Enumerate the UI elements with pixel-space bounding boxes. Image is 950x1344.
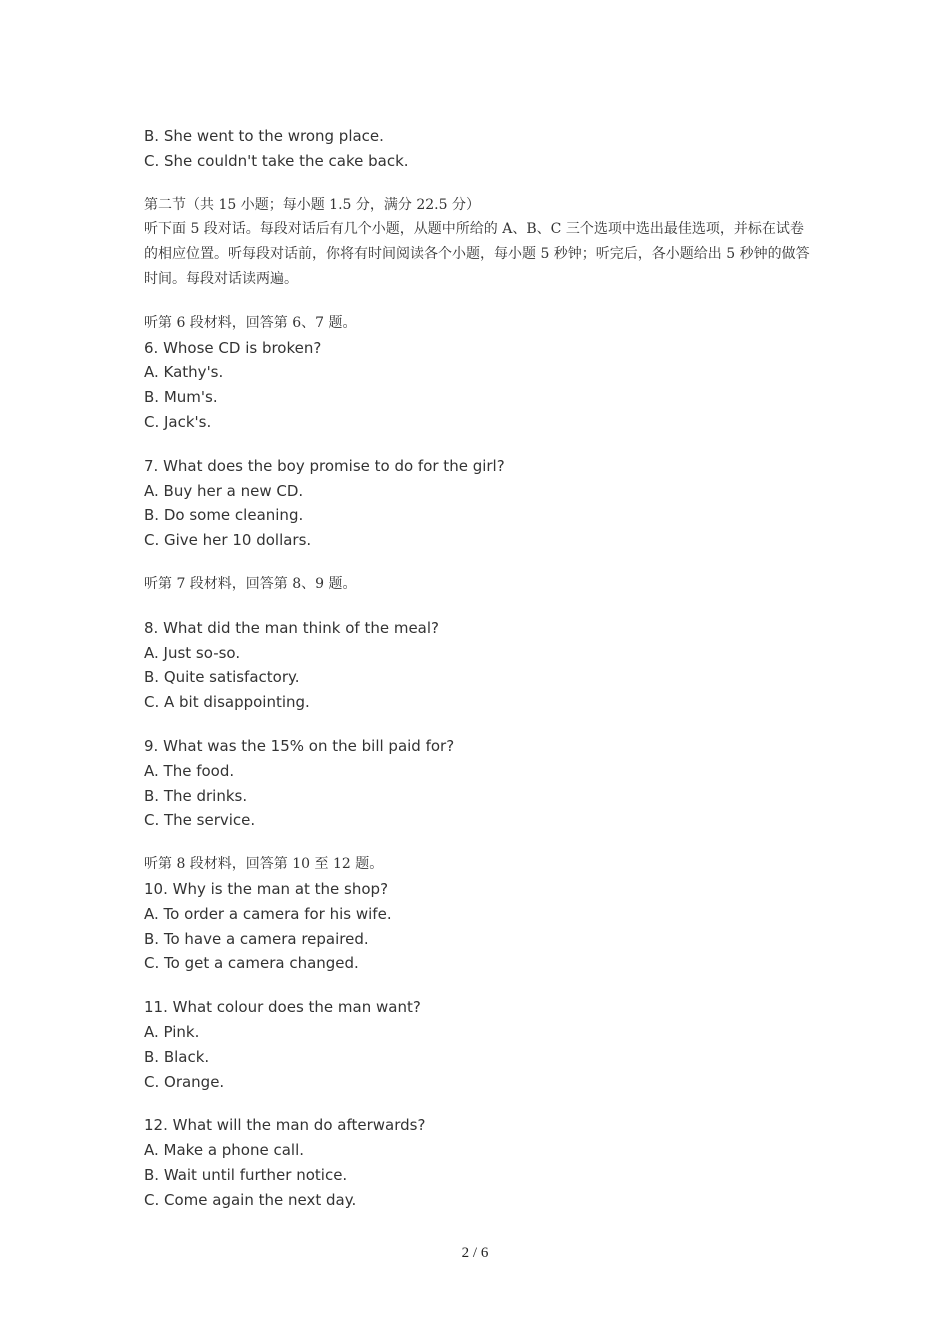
question-7-option-a: A. Buy her a new CD. <box>144 481 304 500</box>
question-11-option-c: C. Orange. <box>144 1072 225 1091</box>
question-12-option-c: C. Come again the next day. <box>144 1190 357 1209</box>
question-10: 10. Why is the man at the shop? <box>144 879 389 898</box>
question-10-option-c: C. To get a camera changed. <box>144 954 359 973</box>
question-9-option-c: C. The service. <box>144 811 256 830</box>
question-9: 9. What was the 15% on the bill paid for? <box>144 736 455 755</box>
option-b: B. She went to the wrong place. <box>144 127 384 145</box>
option-c: C. She couldn't take the cake back. <box>144 151 409 170</box>
section-title: 第二节（共 15 小题；每小题 1.5 分，满分 22.5 分） <box>144 196 480 213</box>
question-11: 11. What colour does the man want? <box>144 998 421 1017</box>
question-11-option-a: A. Pink. <box>144 1022 200 1041</box>
group-8-header: 听第 8 段材料，回答第 10 至 12 题。 <box>144 856 384 873</box>
question-6-option-a: A. Kathy's. <box>144 363 224 382</box>
question-12: 12. What will the man do afterwards? <box>144 1116 426 1135</box>
question-10-option-a: A. To order a camera for his wife. <box>144 904 392 923</box>
question-8-option-c: C. A bit disappointing. <box>144 693 310 712</box>
group-6-header: 听第 6 段材料，回答第 6、7 题。 <box>144 314 357 331</box>
question-12-option-a: A. Make a phone call. <box>144 1141 305 1160</box>
group-7-header: 听第 7 段材料，回答第 8、9 题。 <box>144 575 357 592</box>
question-6-option-c: C. Jack's. <box>144 412 212 431</box>
question-10-option-b: B. To have a camera repaired. <box>144 929 369 948</box>
question-9-option-a: A. The food. <box>144 761 235 780</box>
exam-page-content <box>144 124 814 1212</box>
question-8-option-b: B. Quite satisfactory. <box>144 668 300 687</box>
question-6: 6. Whose CD is broken? <box>144 338 322 357</box>
question-11-option-b: B. Black. <box>144 1047 210 1066</box>
question-6-option-b: B. Mum's. <box>144 388 218 407</box>
question-7-option-b: B. Do some cleaning. <box>144 506 304 525</box>
question-7-option-c: C. Give her 10 dollars. <box>144 531 312 550</box>
question-8: 8. What did the man think of the meal? <box>144 618 439 637</box>
question-8-option-a: A. Just so-so. <box>144 643 241 662</box>
question-12-option-b: B. Wait until further notice. <box>144 1165 348 1184</box>
question-9-option-b: B. The drinks. <box>144 786 248 805</box>
question-7: 7. What does the boy promise to do for the girl? <box>144 456 505 475</box>
page-number: 2 / 6 <box>461 1245 489 1261</box>
section-instructions: 听下面 5 段对话。每段对话后有几个小题，从题中所给的 A、B、C 三个选项中选出最佳选项，并标在试卷的相应位置。听每段对话前，你将有时间阅读各个小题，每小题 5 秒钟；听完后，各小题给出 5 秒钟的做答时间。每段对话读两遍。 <box>144 221 810 287</box>
